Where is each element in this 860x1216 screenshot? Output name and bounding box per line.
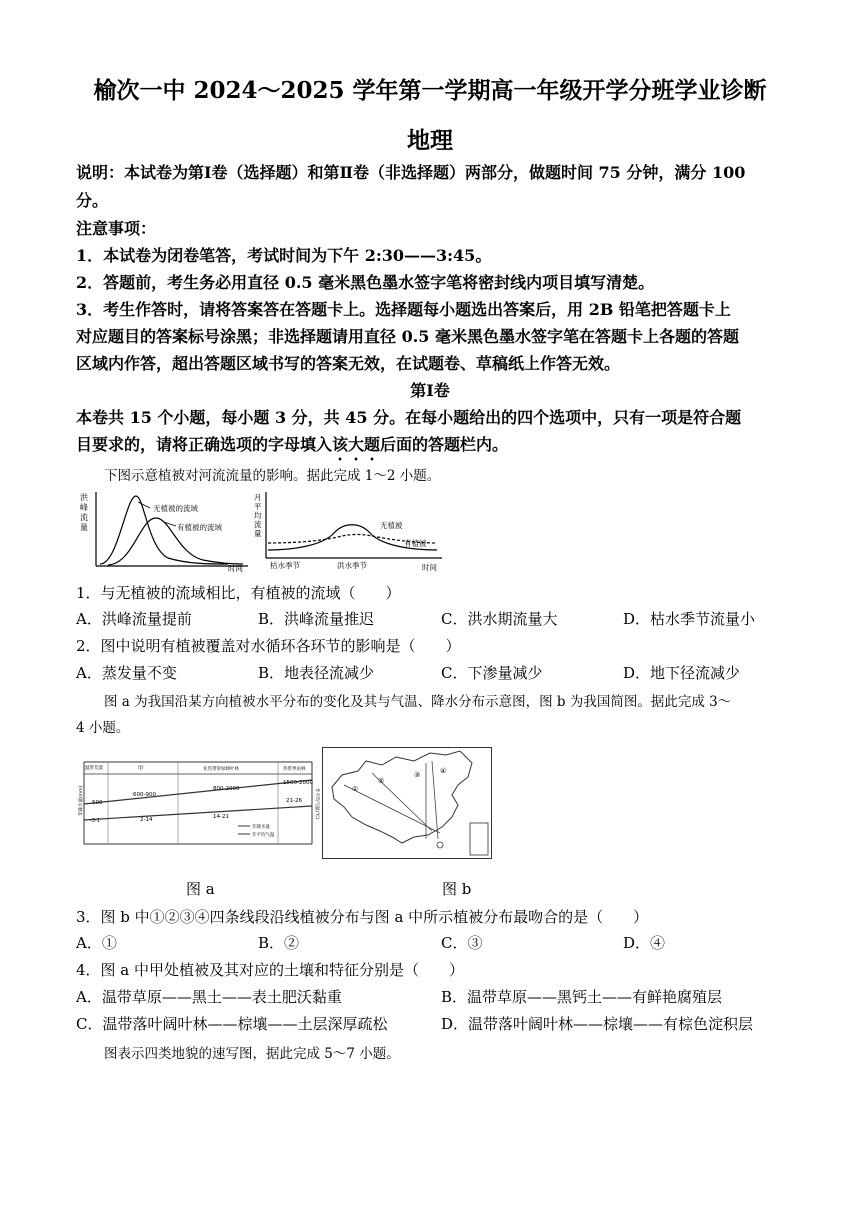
left-x-label: 时间 [228,564,243,573]
figure2-caption-line2: 4 小题。 [76,720,130,736]
q3-option-d[interactable]: D．④ [623,934,666,952]
a-temp-1: 2-14 [140,817,153,823]
note-item-3-line2: 对应题目的答案标号涂黑；非选择题请用直径 0.5 毫米黑色墨水签字笔在答题卡上各题的答题 [76,327,739,346]
section-desc-part-c: 后面的答题栏内。 [380,435,509,454]
figure-b-label: 图 b [442,880,472,898]
left-ylabel-4: 量 [80,523,88,532]
q2-stem: 2．图中说明有植被覆盖对水循环各环节的影响是（ ） [76,637,461,655]
section-desc-part-a: 目要求的，请将正确选项的字母填入 [76,435,333,454]
figure1-caption: 下图示意植被对河流流量的影响。据此完成 1～2 小题。 [104,468,441,484]
left-curve1-label: 无植被的流域 [153,504,198,513]
q1-option-c[interactable]: C．洪水期流量大 [441,610,558,628]
right-x-label-flood: 洪水季节 [337,561,367,570]
exam-title: 榆次一中 2024～2025 学年第一学期高一年级开学分班学业诊断 [93,77,767,104]
b-mark-3: ③ [414,771,421,779]
q3-option-c[interactable]: C．③ [441,934,483,952]
q2-option-d[interactable]: D．地下径流减少 [623,664,741,682]
figure-a-label: 图 a [186,880,215,898]
section-desc-emphasis: 该大题 [332,435,381,454]
a-header-1: 温带荒漠 [85,766,103,771]
q2-option-c[interactable]: C．下渗量减少 [441,664,543,682]
left-ylabel-2: 峰 [80,503,88,512]
b-mark-4: ④ [440,767,447,775]
note-item-2: 2．答题前，考生务必用直径 0.5 毫米黑色墨水签字笔将密封线内项目填写清楚。 [76,273,655,292]
right-x-label-dry: 枯水季节 [270,561,300,570]
flood-peak-chart [78,488,253,572]
subject-title: 地理 [407,127,453,154]
a-tick-temp: -3-1 [90,818,100,824]
left-ylabel-1: 洪 [80,493,88,502]
a-temp-3: 21-26 [286,798,302,804]
curve-with-vegetation [108,518,243,565]
right-curve2-label: 有植被 [404,539,427,548]
note-item-3-line1: 3．考生作答时，请将答案答在答题卡上。选择题每小题选出答案后，用 2B 铅笔把答题卡上 [76,300,731,319]
q4-option-c[interactable]: C．温带落叶阔叶林——棕壤——土层深厚疏松 [76,1015,388,1033]
note-item-3-line3: 区域内作答，超出答题区域书写的答案无效，在试题卷、草稿纸上作答无效。 [76,354,621,373]
a-rain-3: 1500-2000 [283,780,313,786]
monthly-flow-chart [252,488,447,572]
q2-option-b[interactable]: B．地表径流减少 [258,664,375,682]
figure-b-china-map [322,747,492,859]
right-ylabel-1: 月 [254,493,262,502]
right-curve1-label: 无植被 [380,521,403,530]
notes-heading: 注意事项： [76,219,157,238]
left-ylabel-3: 流 [80,513,88,522]
figure3-caption: 图表示四类地貌的速写图，据此完成 5～7 小题。 [104,1046,400,1062]
a-header-4: 热带季雨林 [283,767,306,772]
q1-option-d[interactable]: D．枯水季节流量小 [623,610,756,628]
a-legend-rain: 年降水量 [252,825,270,830]
q4-option-b[interactable]: B．温带草原——黑钙土——有鲜艳腐殖层 [441,988,723,1006]
a-header-3: 亚热带常绿阔叶林 [203,767,239,772]
section-desc-line2 [76,432,508,464]
a-rain-2: 800-2000 [213,786,240,792]
right-ylabel-3: 均 [254,511,262,520]
figure2-caption-line1: 图 a 为我国沿某方向植被水平分布的变化及其与气温、降水分布示意图，图 b 为我国简图。据此完成 3～ [104,694,732,710]
q1-option-a[interactable]: A．洪峰流量提前 [76,610,192,628]
q3-stem: 3．图 b 中①②③④四条线段沿线植被分布与图 a 中所示植被分布最吻合的是（ ） [76,908,649,926]
a-legend-temp: 年平均气温 [252,833,275,838]
right-ylabel-2: 平 [254,502,262,511]
q1-stem: 1．与无植被的流域相比，有植被的流域（ ） [76,584,401,602]
q2-option-a[interactable]: A．蒸发量不变 [76,664,177,682]
section-desc-line1: 本卷共 15 个小题，每小题 3 分，共 45 分。在每小题给出的四个选项中，只有一项是符合题 [76,408,742,427]
right-x-label-time: 时间 [422,563,437,572]
q3-option-b[interactable]: B．② [258,934,300,952]
a-rain-1: 600-900 [133,792,156,798]
q4-option-a[interactable]: A．温带草原——黑土——表土肥沃黏重 [76,988,342,1006]
q3-option-a[interactable]: A．① [76,934,117,952]
intro-line1: 说明：本试卷为第Ⅰ卷（选择题）和第Ⅱ卷（非选择题）两部分，做题时间 75 分钟，满分 100 [76,163,746,182]
figure-a-vegetation-chart [78,758,318,853]
a-header-2: 甲 [138,766,144,772]
note-item-1: 1．本试卷为闭卷笔答，考试时间为下午 2:30——3:45。 [76,246,492,265]
a-left-axis-label: 年降水量(mm) [79,785,84,816]
right-ylabel-4: 流 [254,520,262,529]
intro-line2: 分。 [76,191,109,210]
a-tick-500: 500 [92,800,103,806]
q1-option-b[interactable]: B．洪峰流量推迟 [258,610,375,628]
b-mark-2: ② [378,777,385,785]
a-right-axis-label: 年平均气温(℃) [314,788,319,820]
q4-option-d[interactable]: D．温带落叶阔叶林——棕壤——有棕色淀积层 [441,1015,754,1033]
q4-stem: 4．图 a 中甲处植被及其对应的土壤和特征分别是（ ） [76,961,465,979]
b-mark-1: ① [352,785,359,793]
right-ylabel-5: 量 [254,529,262,538]
left-curve2-label: 有植被的流域 [177,523,222,532]
a-temp-2: 14-21 [213,814,229,820]
section-heading: 第Ⅰ卷 [410,381,450,400]
